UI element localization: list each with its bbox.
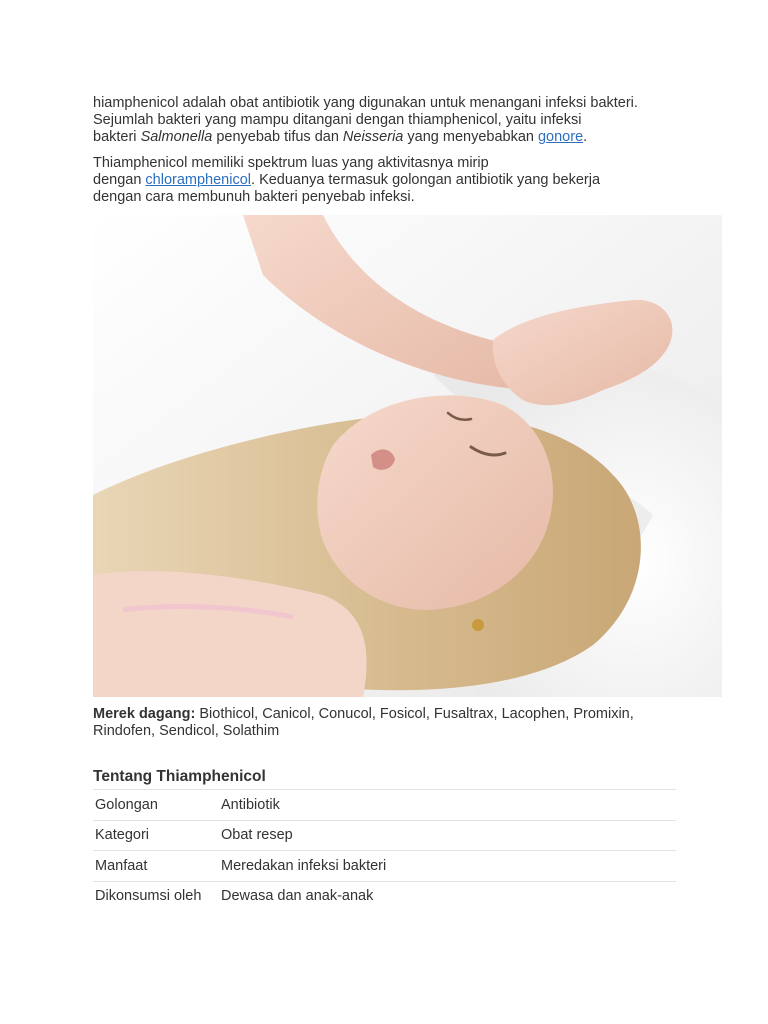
row-key: Manfaat bbox=[93, 851, 219, 882]
article-body bbox=[93, 95, 678, 206]
intro-text: . Keduanya termasuk golongan antibiotik yang bekerja bbox=[251, 172, 601, 188]
intro-paragraph-2 bbox=[93, 155, 678, 206]
info-table bbox=[93, 789, 676, 911]
row-value: Antibiotik bbox=[219, 790, 676, 821]
intro-text: dengan cara membunuh bakteri penyebab infeksi. bbox=[93, 189, 415, 205]
row-key: Golongan bbox=[93, 790, 219, 821]
table-row bbox=[93, 820, 676, 851]
table-row bbox=[93, 881, 676, 911]
row-value: Obat resep bbox=[219, 820, 676, 851]
intro-paragraph-1 bbox=[93, 95, 678, 146]
woman-resting-illustration bbox=[93, 215, 722, 697]
earring-shape bbox=[472, 619, 484, 631]
brand-list: Biothicol, Canicol, Conucol, Fosicol, Fusaltrax, Lacophen, Promixin, Rindofen, Sendicol, Solathim bbox=[93, 706, 634, 739]
intro-text: . bbox=[583, 129, 588, 145]
table-row bbox=[93, 790, 676, 821]
intro-text: hiamphenicol adalah obat antibiotik yang digunakan untuk menangani infeksi bakteri. bbox=[93, 95, 638, 111]
intro-text: penyebab tifus dan bbox=[212, 129, 343, 145]
brand-label: Merek dagang: bbox=[93, 706, 196, 722]
intro-text: Sejumlah bakteri yang mampu ditangani dengan thiamphenicol, yaitu infeksi bbox=[93, 112, 582, 128]
row-key: Dikonsumsi oleh bbox=[93, 881, 219, 911]
info-title: Tentang Thiamphenicol bbox=[93, 768, 266, 785]
chloramphenicol-link[interactable]: chloramphenicol bbox=[145, 172, 252, 188]
intro-text: Thiamphenicol memiliki spektrum luas yang aktivitasnya mirip bbox=[93, 155, 489, 171]
row-value: Dewasa dan anak-anak bbox=[219, 881, 676, 911]
row-value: Meredakan infeksi bakteri bbox=[219, 851, 676, 882]
intro-text: yang menyebabkan bbox=[403, 129, 538, 145]
gonore-link[interactable]: gonore bbox=[537, 129, 584, 145]
brand-names bbox=[93, 706, 693, 740]
intro-text: bakteri bbox=[93, 129, 141, 145]
intro-text: dengan bbox=[93, 172, 146, 188]
salmonella-term: Salmonella bbox=[140, 129, 213, 145]
neisseria-term: Neisseria bbox=[342, 129, 404, 145]
table-row bbox=[93, 851, 676, 882]
row-key: Kategori bbox=[93, 820, 219, 851]
hero-image bbox=[93, 215, 722, 697]
